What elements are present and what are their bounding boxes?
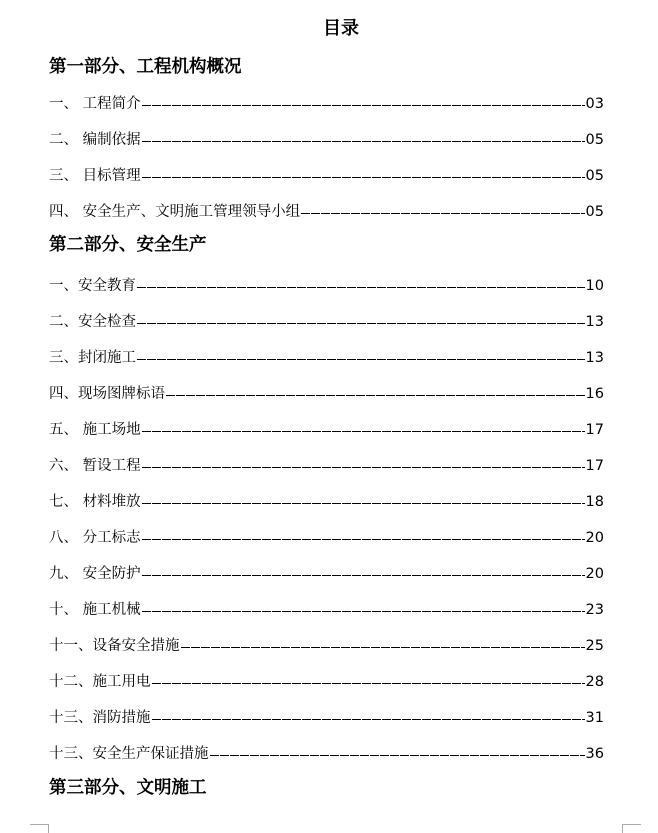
dash-leader [137,359,585,360]
toc-entry-page: 13 [585,314,604,330]
toc-entry-page: 05 [585,168,604,184]
dash-leader [137,287,585,288]
toc-entry-label: 八、 分工标志 [49,530,141,546]
toc-entry[interactable] [49,564,604,584]
dash-leader [142,141,585,142]
dash-leader [166,395,585,396]
toc-entry-label: 十一、设备安全措施 [49,638,180,654]
toc-entry-page: 20 [585,530,604,546]
toc-entry[interactable] [49,708,604,728]
toc-entry-label: 四、 安全生产、文明施工管理领导小组 [49,204,301,220]
toc-entry[interactable] [49,528,604,548]
toc-entry-label: 一、安全教育 [49,278,136,294]
dash-leader [142,105,585,106]
toc-entry-page: 13 [585,350,604,366]
toc-entry-label: 十二、施工用电 [49,674,151,690]
toc-entry-label: 二、安全检查 [49,314,136,330]
toc-entry-page: 17 [585,458,604,474]
toc-entry-page: 25 [585,638,604,654]
toc-entry-page: 05 [585,132,604,148]
toc-entry-page: 36 [585,746,604,762]
toc-entry[interactable] [49,312,604,332]
toc-entry[interactable] [49,166,604,186]
toc-entry[interactable] [49,636,604,656]
dash-leader [152,683,585,684]
toc-entry-page: 03 [585,96,604,112]
dash-leader [142,467,585,468]
toc-entry-label: 二、 编制依据 [49,132,141,148]
toc-entry[interactable] [49,348,604,368]
toc-entry-page: 16 [585,386,604,402]
dash-leader [142,177,585,178]
toc-entry-label: 十三、安全生产保证措施 [49,746,209,762]
toc-entry-label: 十三、消防措施 [49,710,151,726]
toc-entry-page: 05 [585,204,604,220]
dash-leader [210,755,585,756]
dash-leader [142,503,585,504]
toc-entry[interactable] [49,456,604,476]
toc-entry-page: 31 [585,710,604,726]
toc-entry[interactable] [49,94,604,114]
toc-entry-page: 23 [585,602,604,618]
toc-entry[interactable] [49,384,604,404]
section-heading[interactable]: 第三部分、文明施工 [49,778,207,798]
dash-leader [301,213,584,214]
dash-leader [142,611,585,612]
toc-entry[interactable] [49,600,604,620]
toc-entry[interactable] [49,672,604,692]
toc-entry-page: 17 [585,422,604,438]
toc-entry-label: 九、 安全防护 [49,566,141,582]
toc-entry-page: 20 [585,566,604,582]
dash-leader [142,431,585,432]
toc-entry-page: 18 [585,494,604,510]
toc-entry[interactable] [49,420,604,440]
dash-leader [181,647,585,648]
toc-entry-page: 28 [585,674,604,690]
toc-entry[interactable] [49,130,604,150]
toc-entry-label: 十、 施工机械 [49,602,141,618]
toc-entry[interactable] [49,744,604,764]
toc-entry-page: 10 [585,278,604,294]
toc-entry[interactable] [49,492,604,512]
toc-entry[interactable] [49,276,604,296]
section-heading[interactable]: 第一部分、工程机构概况 [49,57,242,77]
toc-title: 目录 [323,18,359,39]
toc-entry-label: 三、 目标管理 [49,168,141,184]
toc-entry-label: 三、封闭施工 [49,350,136,366]
toc-entry-label: 六、 暂设工程 [49,458,141,474]
dash-leader [152,719,585,720]
toc-entry-label: 七、 材料堆放 [49,494,141,510]
toc-entry-label: 四、现场图牌标语 [49,386,165,402]
section-heading[interactable]: 第二部分、安全生产 [49,235,207,255]
toc-entry-label: 五、 施工场地 [49,422,141,438]
dash-leader [142,575,585,576]
dash-leader [137,323,585,324]
toc-entry-label: 一、 工程简介 [49,96,141,112]
dash-leader [142,539,585,540]
toc-entry[interactable] [49,202,604,222]
